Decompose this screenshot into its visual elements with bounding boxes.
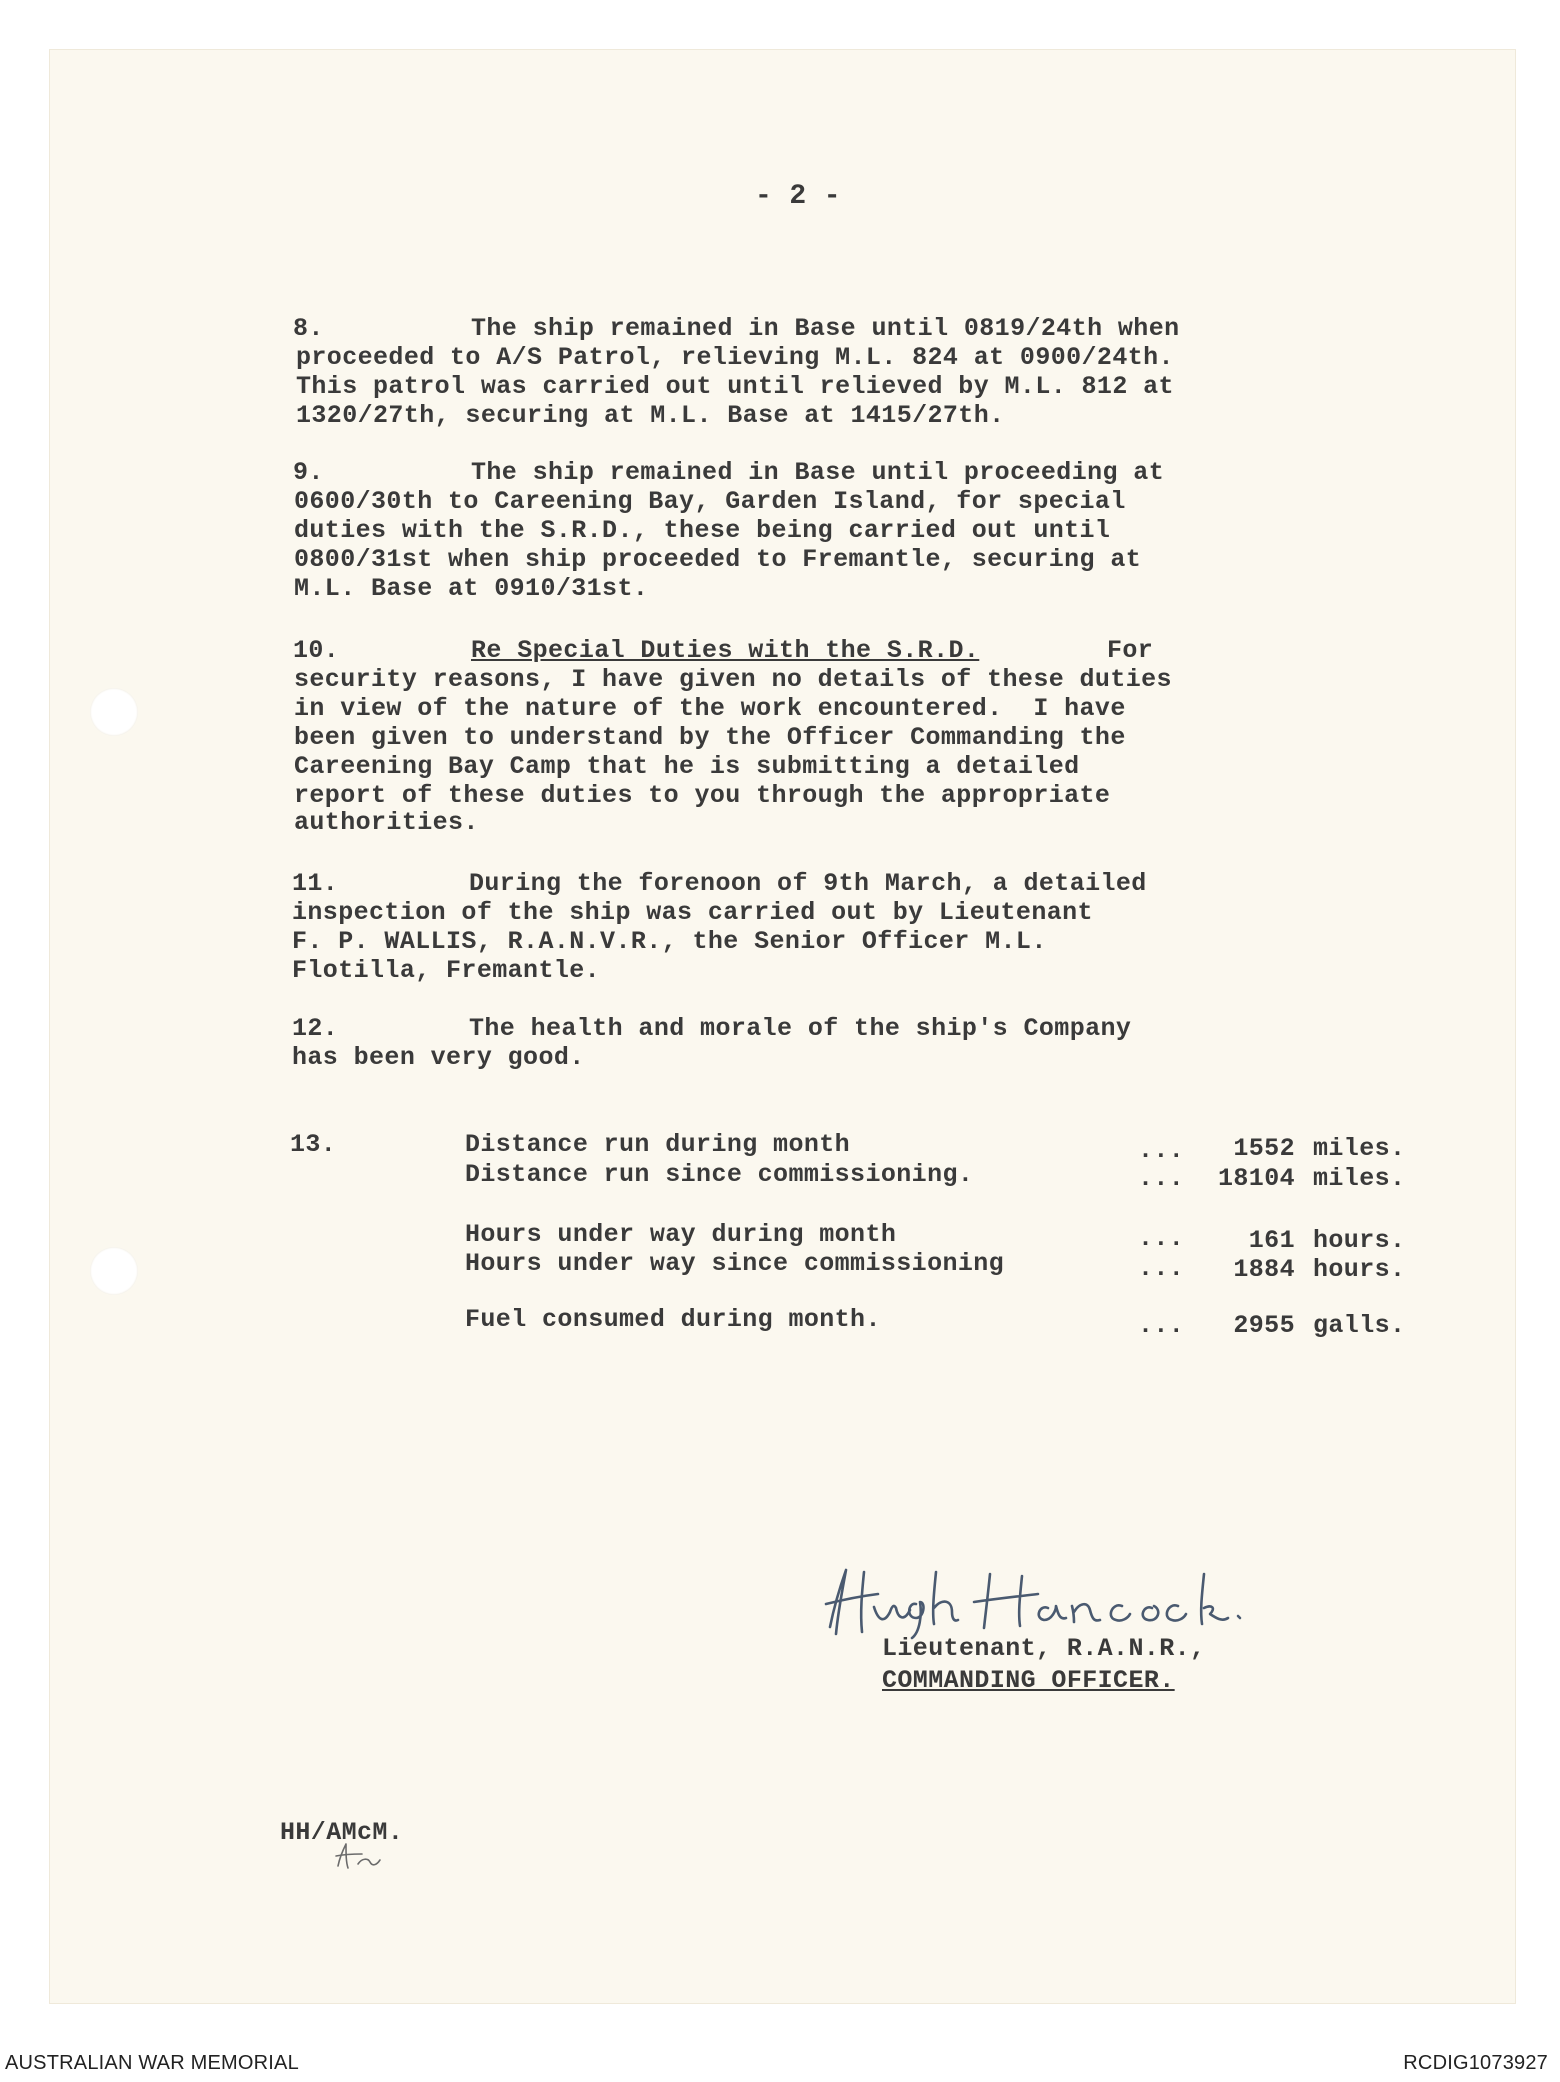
stat-label: Fuel consumed during month. bbox=[465, 1305, 881, 1334]
stat-leader-dots: ... bbox=[1138, 1136, 1185, 1165]
paragraph-line: report of these duties to you through the appropriate bbox=[294, 781, 1111, 810]
paragraph-line: The health and morale of the ship's Company bbox=[469, 1014, 1132, 1043]
paragraph-line: This patrol was carried out until relieved by M.L. 812 at bbox=[296, 372, 1174, 401]
handwritten-signature bbox=[812, 1552, 1332, 1642]
paragraph-line: F. P. WALLIS, R.A.N.V.R., the Senior Officer M.L. bbox=[292, 927, 1047, 956]
signatory-role: COMMANDING OFFICER. bbox=[882, 1666, 1175, 1695]
stat-value: 1552 bbox=[1233, 1134, 1295, 1163]
paragraph-line: security reasons, I have given no details of these duties bbox=[294, 665, 1172, 694]
paragraph-heading: Re Special Duties with the S.R.D. bbox=[471, 636, 980, 665]
paragraph-number: 11. bbox=[292, 869, 339, 898]
stat-value: 2955 bbox=[1233, 1311, 1295, 1340]
stat-value: 18104 bbox=[1217, 1164, 1295, 1193]
paragraph-number: 10. bbox=[293, 636, 340, 665]
paragraph-line: M.L. Base at 0910/31st. bbox=[294, 574, 649, 603]
paragraph-line: For bbox=[1107, 636, 1154, 665]
page-number: - 2 - bbox=[755, 181, 842, 212]
paragraph-number: 13. bbox=[290, 1130, 337, 1159]
stat-unit: hours. bbox=[1313, 1255, 1406, 1284]
paragraph-line: 1320/27th, securing at M.L. Base at 1415/27th. bbox=[296, 401, 1005, 430]
stat-label: Distance run during month bbox=[465, 1130, 851, 1159]
punch-hole bbox=[90, 1247, 138, 1295]
paragraph-line: has been very good. bbox=[292, 1043, 585, 1072]
stat-unit: miles. bbox=[1313, 1134, 1406, 1163]
paragraph-line: Careening Bay Camp that he is submitting a detailed bbox=[294, 752, 1080, 781]
stat-label: Hours under way since commissioning bbox=[465, 1249, 1005, 1278]
paragraph-line: The ship remained in Base until proceeding at bbox=[471, 458, 1165, 487]
paragraph-line: been given to understand by the Officer Commanding the bbox=[294, 723, 1126, 752]
signatory-title: Lieutenant, R.A.N.R., bbox=[882, 1634, 1206, 1663]
footer-institution: AUSTRALIAN WAR MEMORIAL bbox=[5, 2052, 299, 2074]
stat-leader-dots: ... bbox=[1138, 1254, 1185, 1283]
reference-initials: HH/AMcM. bbox=[280, 1818, 404, 1847]
paragraph-line: in view of the nature of the work encountered. I have bbox=[294, 694, 1126, 723]
punch-hole bbox=[90, 688, 138, 736]
paragraph-line: authorities. bbox=[294, 808, 479, 837]
footer-record-id: RCDIG1073927 bbox=[1403, 2052, 1548, 2074]
paragraph-number: 8. bbox=[293, 314, 324, 343]
stat-value: 1884 bbox=[1233, 1255, 1295, 1284]
stat-leader-dots: ... bbox=[1138, 1311, 1185, 1340]
paragraph-line: proceeded to A/S Patrol, relieving M.L. 824 at 0900/24th. bbox=[296, 343, 1174, 372]
stat-unit: galls. bbox=[1313, 1311, 1406, 1340]
paragraph-number: 9. bbox=[293, 458, 324, 487]
handwritten-initials-mark bbox=[332, 1840, 392, 1872]
stat-unit: hours. bbox=[1313, 1226, 1406, 1255]
stat-value: 161 bbox=[1248, 1226, 1295, 1255]
paragraph-line: 0800/31st when ship proceeded to Fremantle, securing at bbox=[294, 545, 1142, 574]
stat-label: Distance run since commissioning. bbox=[465, 1160, 974, 1189]
paragraph-line: The ship remained in Base until 0819/24th when bbox=[471, 314, 1180, 343]
stat-unit: miles. bbox=[1313, 1164, 1406, 1193]
paragraph-line: inspection of the ship was carried out by Lieutenant bbox=[292, 898, 1093, 927]
paragraph-line: 0600/30th to Careening Bay, Garden Island, for special bbox=[294, 487, 1126, 516]
paragraph-line: Flotilla, Fremantle. bbox=[292, 956, 601, 985]
stat-leader-dots: ... bbox=[1138, 1164, 1185, 1193]
stat-label: Hours under way during month bbox=[465, 1220, 897, 1249]
paragraph-number: 12. bbox=[292, 1014, 339, 1043]
paragraph-line: During the forenoon of 9th March, a detailed bbox=[469, 869, 1147, 898]
paragraph-line: duties with the S.R.D., these being carried out until bbox=[294, 516, 1111, 545]
stat-leader-dots: ... bbox=[1138, 1224, 1185, 1253]
